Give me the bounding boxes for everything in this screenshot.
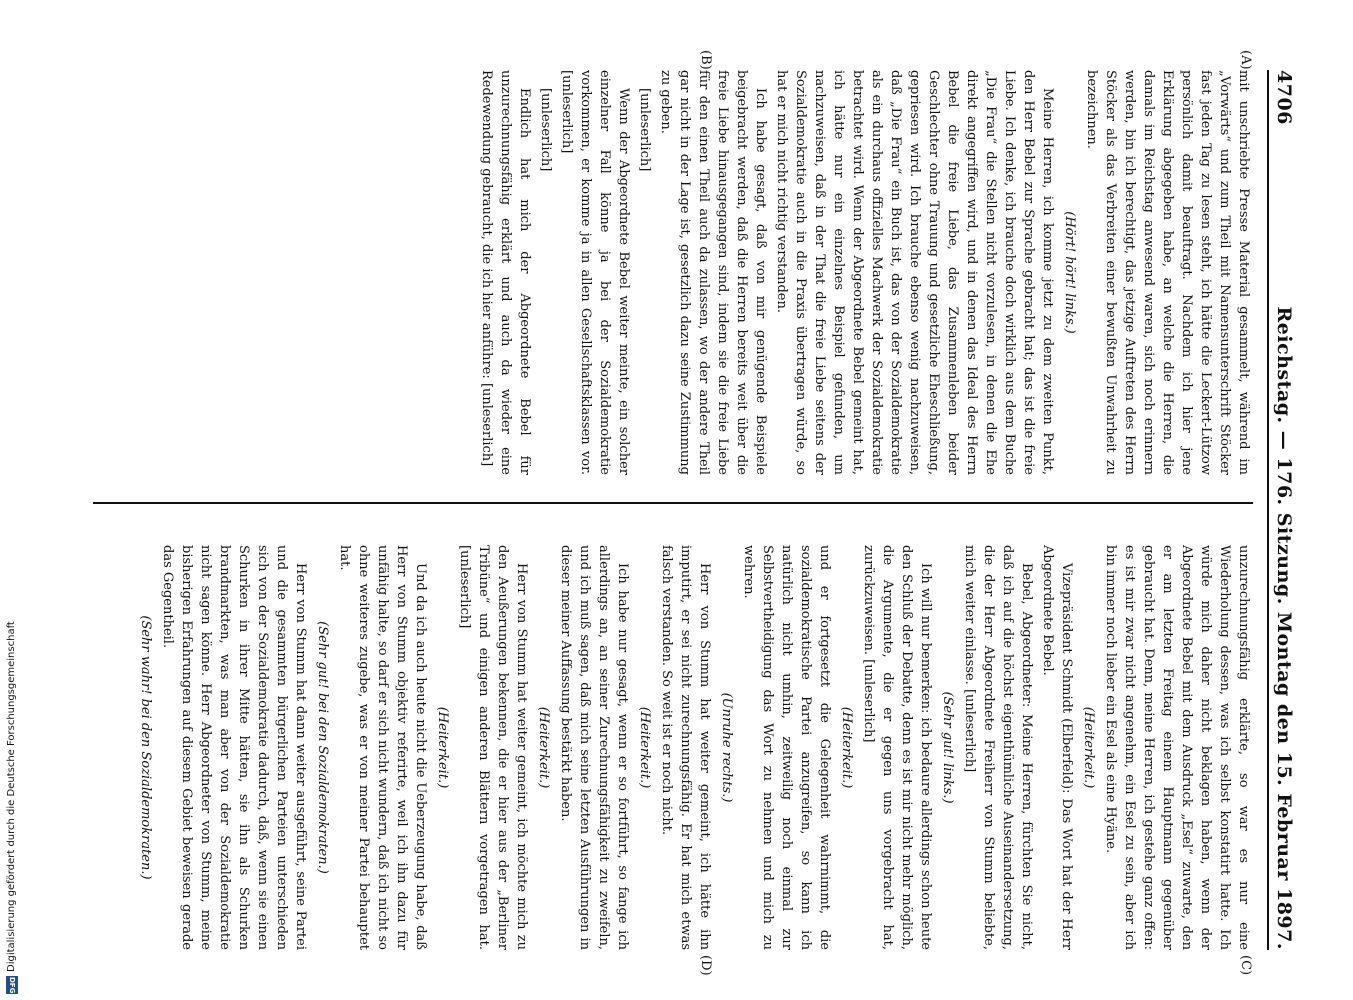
speaker-paragraph: Bebel, Abgeordneter: Meine Herren, fürchten Sie nicht, daß ich auf die höchst eigenthümliche Auseinandersetzung, die der Herr Abgeordnete Freiherr von Stumm beliebte, mich weiter einlasse. [unleserlich] [962,545,1034,950]
paragraph: Endlich hat mich der Abgeordnete Bebel für unzurechnungsfähig erklärt und auch da wieder eine Redewendung gebraucht, die ich hier anführe: [unleserlich] [479,70,532,475]
interjection: (Heiterkeit.) [536,706,551,789]
paragraph: Und da ich auch heute nicht die Ueberzeugung habe, daß Herr von Stumm objektiv referirte, weil ich ihn dazu für unfähig halte, so darf er sich nicht wundern, daß ich nicht so ohne weiteres zugebe, was er von meiner Partei behauptet hat. [337,545,428,950]
paragraph: Wenn der Abgeordnete Bebel weiter meinte, ein solcher einzelner Fall könne ja bei der Sozialdemokratie vorkommen, er komme ja in allen Gesellschaftsklassen vor. [unleserlich] [559,70,631,475]
dfg-logo: DFG [8,976,16,994]
interjection: (Sehr gut! links.) [940,691,955,804]
paragraph: Herr von Stumm hat dann weiter ausgeführt, seine Partei und die gesammten bürgerlichen Parteien unterschieden sich von der Sozialdemokratie dadurch, daß, wenn sie einen Schurken in ihrer Mitte hätten, sie ihn als Schurken brandmarkten, was man aber von der Sozialdemokratie nicht sagen könne. Herr Abgeordneter von Stumm, meine bisherigen Erfahrungen auf diesem Gebiet beweisen gerade das Gegentheil. [160,545,308,950]
column-divider [93,502,1253,504]
interjection: (Heiterkeit.) [435,706,450,789]
paragraph: mit unschriebte Presse Material gesammelt, während im „Vorwärts“ und zum Theil mit Namensunterschrift Stöcker fast jeden Tag zu lesen steht, ich hätte die Leckert-Lützow persönlich damit beauftragt. Nachdem ich hier jene Erklärung abgegeben habe, an welche die Herren, die damals im Reichstag anwesend waren, sich noch erinnern werden, bin ich berechtigt, das jetzige Auftreten des Herrn Stöcker als das Verbreiten einer bewußten Unwahrheit zu bezeichnen. [1084,70,1251,475]
page-header [1267,70,1309,950]
interjection: (Heiterkeit.) [839,706,854,789]
interjection: (Heiterkeit.) [1081,706,1096,789]
interjection: (Sehr gut! bei den Sozialdemokraten.) [315,621,330,874]
margin-mark-a: (A) [1238,50,1253,70]
funding-notice: Digitalisierung gefördert durch die Deutsche Forschungsgemeinschaft [6,621,17,972]
margin-mark-d: (D) [698,955,713,976]
paragraph: [unleserlich] [538,88,553,172]
margin-mark-b: (B) [698,50,713,70]
paragraph: und er fortgesetzt die Gelegenheit wahrnimmt, die sozialdemokratische Partei anzugreifen, so kann ich natürlich nicht umhin, zeitweilig noch einmal zur Selbstvertheidigung das Wort zu nehmen und mich zu wehren. [741,545,832,950]
digitization-footer [6,594,18,994]
paragraph: Meine Herren, ich komme jetzt zu dem zweiten Punkt, den Herr Bebel zur Sprache gebracht hat; das ist die freie Liebe. Ich denke, ich brauche doch wirklich aus dem Buche „Die Frau“ die Stellen nicht vorzulesen, in denen die Ehe direkt angegriffen wird, und in denen das Ideal des Herrn Bebel die freie Liebe, das Zusammenleben beider Geschlechter ohne Trauung und gesetzliche Eheschließung, gepriesen wird. Ich brauche ebenso wenig nachzuweisen, daß „Die Frau“ ein Buch ist, das von der Sozialdemokratie als ein durchaus offizielles Machwerk der Sozialdemokratie betrachtet wird. Wenn der Abgeordnete Bebel gemeint hat, ich hätte nur ein einzelnes Beispiel gefunden, um nachzuweisen, daß in der That die freie Liebe seitens der Sozialdemokratie auch in die Praxis übertragen würde, so hat er mich nicht richtig verstanden. [774,70,1055,475]
paragraph: [unleserlich] [637,88,652,172]
paragraph: Ich habe gesagt, daß von mir genügende Beispiele beigebracht werden, daß die Herren bereits weit über die freie Liebe hinausgegangen sind, indem sie die freie Liebe für den einen Theil auch da zulassen, wo der andere Theil gar nicht in der Lage ist, gesetzlich dazu seine Zustimmung zu geben. [658,70,768,475]
speaker-paragraph: Vizepräsident Schmidt (Elberfeld): Das Wort hat der Herr Abgeordnete Bebel. [1040,545,1074,950]
running-title: Reichstag. — 176. Sitzung. Montag den 15. Februar 1897. [1273,306,1295,950]
paragraph: Ich habe nur gesagt, wenn er so fortführt, so fange ich allerdings an, an seiner Zurechnungsfähigkeit zu zweifeln, und ich muß sagen, daß mich seine letzten Ausführungen in dieser meiner Auffassung bestärkt haben. [558,545,630,950]
paragraph: Ich will nur bemerken: ich bedaure allerdings schon heute den Schluß der Debatte, denn es ist mir nicht mehr möglich, die Argumente, die er gegen uns vorgebracht hat, zurückzuweisen. [unleserlich] [861,545,933,950]
margin-mark-c: (C) [1238,955,1253,976]
paragraph: Herr von Stumm hat weiter gemeint, ich hätte ihn imputirt, er sei nicht zurechnungsfähig. Er hat mich etwas falsch verstanden. So weit ist er noch nicht. [659,545,712,950]
paragraph: unzurechnungsfähig erklärte, so war es nur eine Wiederholung dessen, was ich selbst konstatirt hatte. Ich würde mich daher nicht beklagen haben, wenn der Abgeordnete Bebel mit dem Ausdruck „Esel“ zuwarte, den er am letzten Freitag einem Hauptmann gegenüber gebraucht hat. Denn, meine Herren, ich gestehe ganz offen: es ist mir zwar nicht angenehm, ein Esel zu sein, aber ich bin immer noch lieber ein Esel als eine Hyäne. [1103,545,1251,950]
page-number: 4706 [1273,70,1295,125]
left-text-column [93,70,1253,475]
interjection: (Unruhe rechts.) [719,692,734,803]
interjection: (Hört! hört! links.) [1062,211,1077,334]
interjection: (Heiterkeit.) [637,706,652,789]
interjection: (Sehr wahr! bei den Sozialdemokraten.) [138,615,153,880]
right-text-column [93,545,1253,950]
paragraph: Herr von Stumm hat weiter gemeint, ich möchte mich zu den Aeußerungen bekennen, die er hier aus der „Berliner Tribüne“ und einigen anderen Blättern vorgetragen hat. [unleserlich] [457,545,529,950]
